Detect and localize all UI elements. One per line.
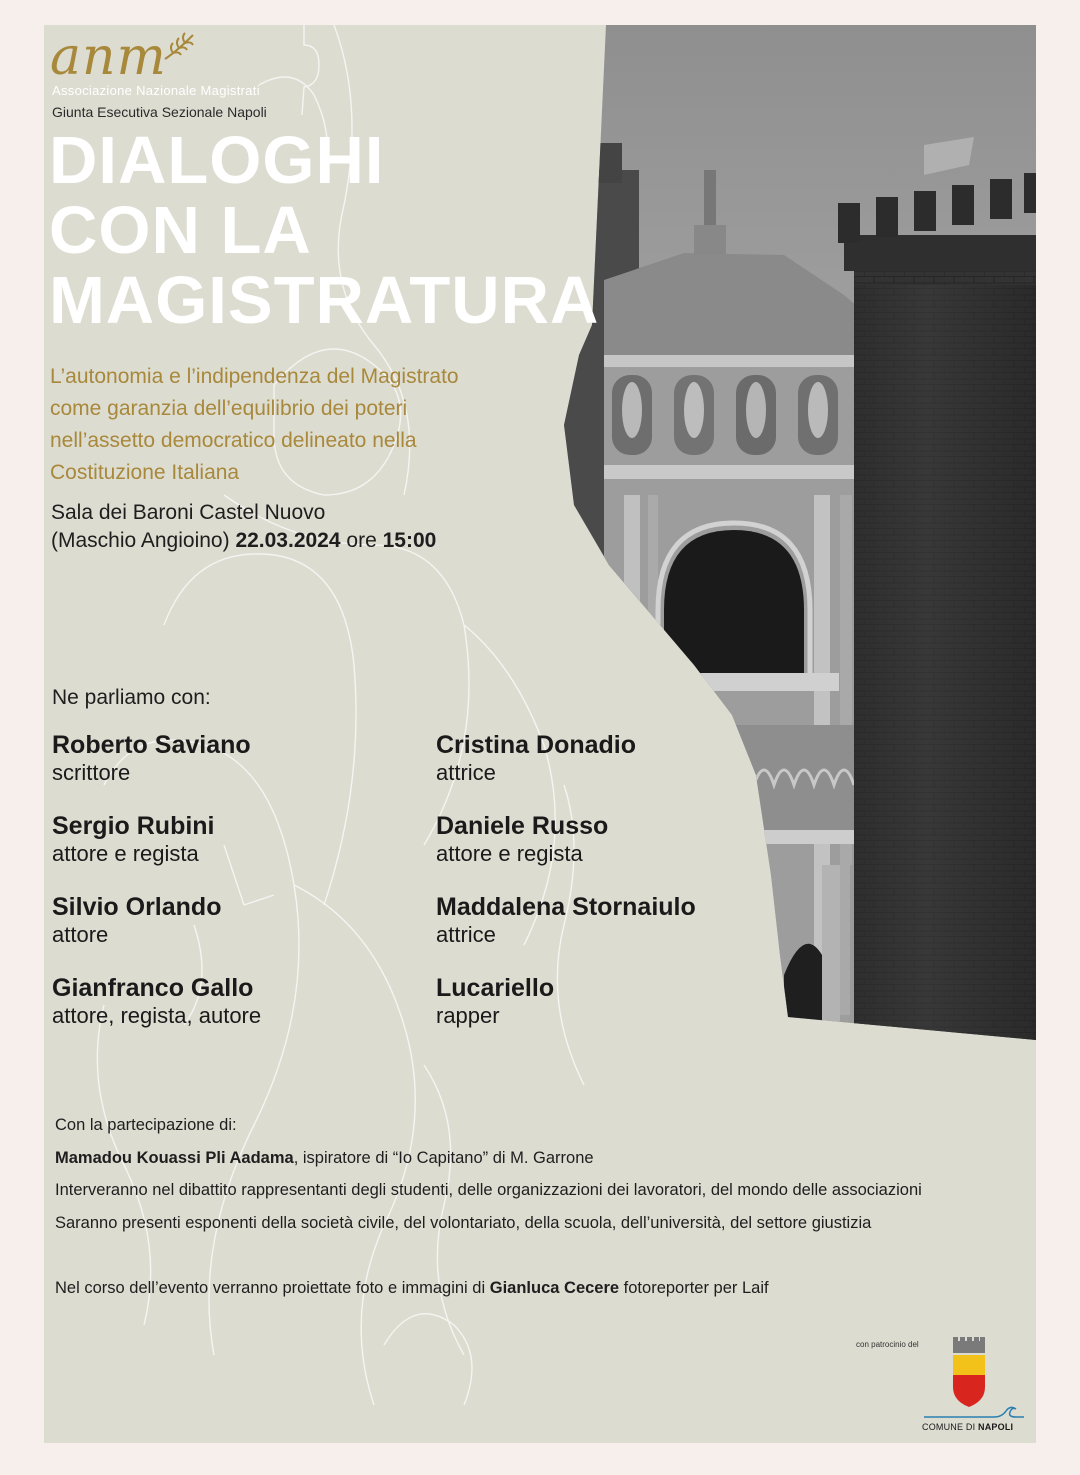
guest [436,893,696,949]
event-time: 15:00 [382,529,437,552]
guest-name: Sergio Rubini [52,812,215,840]
event-date: 22.03.2024 [235,529,341,552]
guest-role: scrittore [52,760,131,785]
comune-di-napoli [922,1422,1013,1432]
subtitle-line: come garanzia dell’equilibrio dei poteri [50,397,408,420]
time-word: ore [346,529,377,552]
venue-line-1: Sala dei Baroni Castel Nuovo [51,501,326,524]
comune-city: NAPOLI [978,1422,1014,1432]
guests-intro: Ne parliamo con: [52,686,211,709]
guest [436,974,554,1030]
subtitle [50,361,570,489]
venue-line-2: (Maschio Angioino) [51,529,230,552]
guest-name: Gianfranco Gallo [52,974,254,1002]
guest-role: attore [52,922,109,947]
poster [44,25,1036,1443]
special-guest-desc: , ispiratore di “Io Capitano” di M. Garrone [293,1148,594,1167]
comune-prefix: COMUNE DI [922,1422,976,1432]
guest [436,731,636,787]
guest-role: attore, regista, autore [52,1003,262,1028]
society-line: Saranno presenti esponenti della società civile, del volontariato, della scuola, dell’università, del settore giustizia [55,1213,872,1232]
guest-name: Daniele Russo [436,812,609,840]
subtitle-line: Costituzione Italiana [50,461,240,484]
photo-credit-prefix: Nel corso dell’evento verranno proiettate foto e immagini di [55,1279,486,1297]
guest-role: attore e regista [436,841,583,866]
title-line-2: CON LA [49,193,312,268]
guest-role: attrice [436,760,496,785]
guest [436,812,608,868]
subtitle-line: nell’assetto democratico delineato nella [50,429,417,452]
photographer-name: Gianluca Cecere [489,1279,620,1297]
guest-role: attrice [436,922,496,947]
guest-name: Lucariello [436,974,555,1002]
section-name: Giunta Esecutiva Sezionale Napoli [52,104,267,120]
guest-name: Cristina Donadio [436,731,637,759]
subtitle-line: L’autonomia e l’indipendenza del Magistrato [50,365,459,388]
guest-name: Silvio Orlando [52,893,222,921]
guest [52,731,251,787]
wave-icon [924,1403,1024,1419]
guest-name: Roberto Saviano [52,731,251,759]
special-guest-name: Mamadou Kouassi Pli Aadama [55,1148,294,1167]
title-line-3: MAGISTRATURA [49,263,600,338]
title-line-1: DIALOGHI [49,123,385,198]
photo-credit-suffix: fotoreporter per Laif [623,1279,769,1297]
guest-role: attore e regista [52,841,199,866]
wheat-icon [163,31,197,61]
photo-credit [55,1272,1015,1305]
participation-heading: Con la partecipazione di: [55,1116,237,1134]
anm-logo-text: anm [50,27,167,87]
special-guest [55,1142,1015,1175]
guest-role: rapper [436,1003,500,1028]
guest [52,893,221,949]
anm-logo [50,27,197,87]
guest [52,812,215,868]
event-details [51,499,436,555]
association-name: Associazione Nazionale Magistrati [52,83,260,98]
guest [52,974,261,1030]
guest-name: Maddalena Stornaiulo [436,893,696,921]
students-line: Interveranno nel dibattito rappresentanti degli studenti, delle organizzazioni dei lavoratori, del mondo delle associazioni [55,1181,922,1199]
patronage-label: con patrocinio del [856,1340,919,1349]
participation-section [55,1109,1015,1305]
